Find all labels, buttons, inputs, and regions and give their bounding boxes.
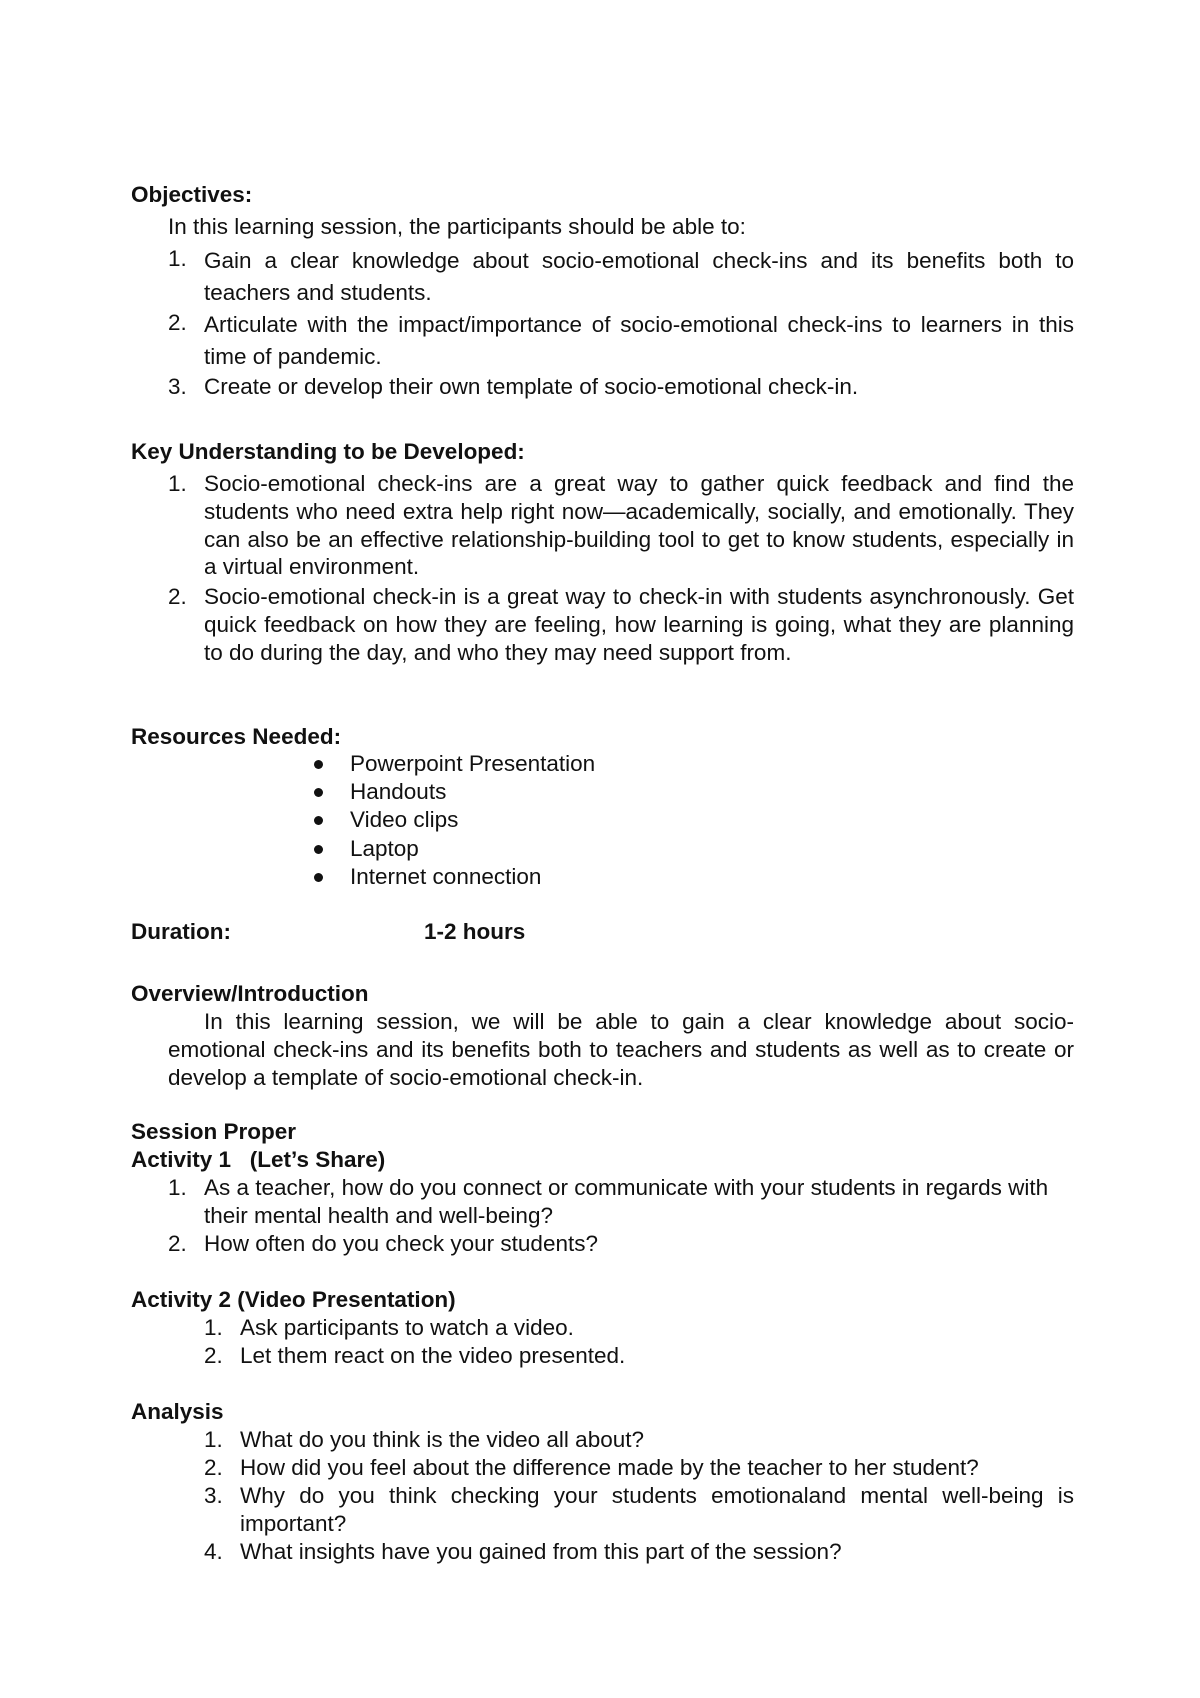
analysis-question: How did you feel about the difference made by the teacher to her student? bbox=[240, 1455, 979, 1480]
objective-text: Articulate with the impact/importance of socio-emotional check-ins to learners in this time of pandemic. bbox=[204, 312, 1074, 369]
key-understanding-text: Socio-emotional check-in is a great way to check-in with students asynchronously. Get quick feedback on how they are feeling, how learning is going, what they are planning to do during the day, and who they may need support from. bbox=[204, 584, 1074, 665]
activity-1-question: How often do you check your students? bbox=[204, 1231, 598, 1256]
bullet-icon bbox=[314, 760, 323, 769]
resources-heading: Resources Needed: bbox=[131, 724, 342, 749]
analysis-question: What do you think is the video all about? bbox=[240, 1427, 645, 1452]
analysis-number: 2. bbox=[204, 1455, 223, 1480]
analysis-heading: Analysis bbox=[131, 1399, 224, 1424]
key-understanding-number: 1. bbox=[168, 471, 187, 496]
session-proper-heading: Session Proper bbox=[131, 1119, 297, 1144]
activity-2-step: Let them react on the video presented. bbox=[240, 1343, 626, 1368]
key-understanding-text: Socio-emotional check-ins are a great way to gather quick feedback and find the students who need extra help right now—academically, socially, and emotionally. They can also be an effective relationship-building tool to get to know students, especially in a virtual environment. bbox=[204, 471, 1074, 580]
activity-2-step: Ask participants to watch a video. bbox=[240, 1315, 574, 1340]
activity-1-number: 2. bbox=[168, 1231, 187, 1256]
overview-paragraph: In this learning session, we will be able to gain a clear knowledge about socio-emotional check-ins and its benefits both to teachers and students as well as to create or develop a template of socio-emotional check-in. bbox=[168, 1009, 1074, 1090]
resource-item: Video clips bbox=[350, 807, 459, 832]
key-understanding-number: 2. bbox=[168, 584, 187, 609]
duration-label: Duration: bbox=[131, 919, 231, 944]
activity-2-number: 1. bbox=[204, 1315, 223, 1340]
bullet-icon bbox=[314, 845, 323, 854]
resource-item: Laptop bbox=[350, 836, 419, 861]
analysis-number: 1. bbox=[204, 1427, 223, 1452]
analysis-number: 4. bbox=[204, 1539, 223, 1564]
key-understanding-heading: Key Understanding to be Developed: bbox=[131, 439, 525, 464]
activity-1-number: 1. bbox=[168, 1175, 187, 1200]
objective-number: 2. bbox=[168, 310, 187, 335]
objective-number: 3. bbox=[168, 374, 187, 399]
activity-1-question: As a teacher, how do you connect or communicate with your students in regards with their mental health and well-being? bbox=[204, 1175, 1049, 1228]
objective-number: 1. bbox=[168, 246, 187, 271]
bullet-icon bbox=[314, 816, 323, 825]
objectives-intro: In this learning session, the participants should be able to: bbox=[168, 214, 746, 239]
resource-item: Handouts bbox=[350, 779, 447, 804]
resource-item: Powerpoint Presentation bbox=[350, 751, 596, 776]
analysis-question: Why do you think checking your students emotionaland mental well-being is important? bbox=[240, 1483, 1074, 1536]
duration-value: 1-2 hours bbox=[424, 919, 526, 944]
bullet-icon bbox=[314, 873, 323, 882]
activity-1-heading: Activity 1 (Let’s Share) bbox=[131, 1147, 386, 1172]
objectives-heading: Objectives: bbox=[131, 182, 253, 207]
objective-text: Create or develop their own template of socio-emotional check-in. bbox=[204, 374, 859, 399]
analysis-number: 3. bbox=[204, 1483, 223, 1508]
objective-text: Gain a clear knowledge about socio-emotional check-ins and its benefits both to teachers and students. bbox=[204, 248, 1074, 305]
bullet-icon bbox=[314, 788, 323, 797]
activity-2-number: 2. bbox=[204, 1343, 223, 1368]
analysis-question: What insights have you gained from this part of the session? bbox=[240, 1539, 842, 1564]
overview-heading: Overview/Introduction bbox=[131, 981, 369, 1006]
activity-2-heading: Activity 2 (Video Presentation) bbox=[131, 1287, 456, 1312]
resource-item: Internet connection bbox=[350, 864, 542, 889]
